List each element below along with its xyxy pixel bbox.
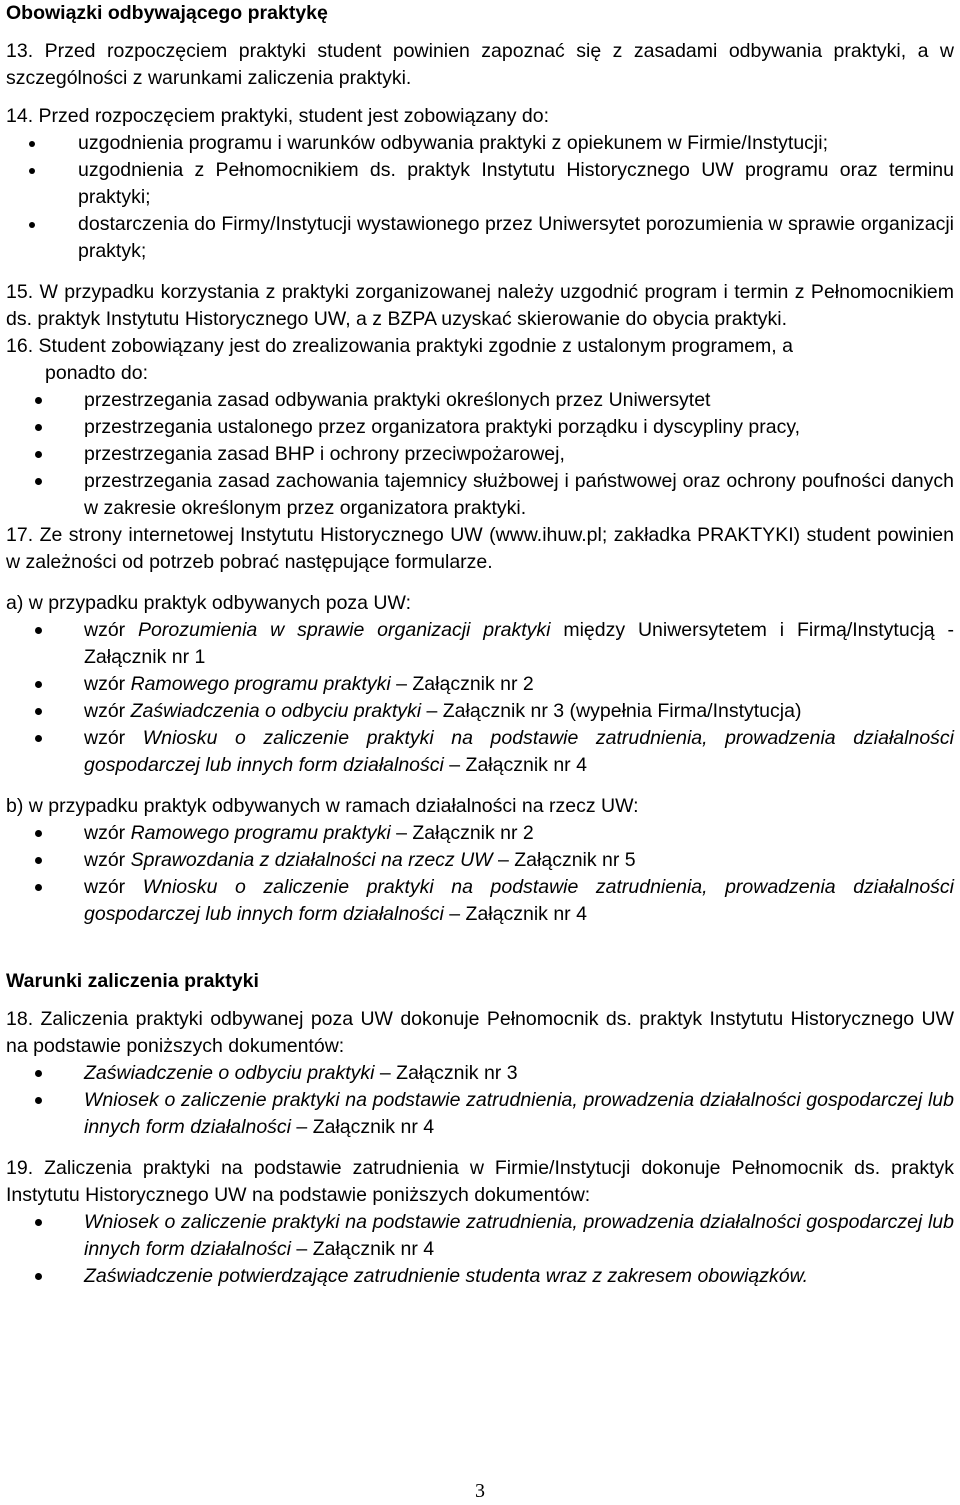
list-b-intro: b) w przypadku praktyk odbywanych w ramach działalności na rzecz UW: xyxy=(6,795,639,817)
paragraph-18: 18. Zaliczenia praktyki odbywanej poza UW dokonuje Pełnomocnik ds. praktyk Instytutu Historycznego UW na podstawie poniższych dokumentów: xyxy=(6,1008,954,1057)
list-a-intro: a) w przypadku praktyk odbywanych poza UW: xyxy=(6,592,411,614)
list-item: wzór Sprawozdania z działalności na rzecz UW – Załącznik nr 5 xyxy=(12,847,954,874)
list-item: wzór Zaświadczenia o odbyciu praktyki – Załącznik nr 3 (wypełnia Firma/Instytucja) xyxy=(12,698,954,725)
section-heading-completion: Warunki zaliczenia praktyki xyxy=(6,970,259,992)
paragraph-13: 13. Przed rozpoczęciem praktyki student powinien zapoznać się z zasadami odbywania praktyki, a w szczególności z warunkami zaliczenia praktyki. xyxy=(6,40,954,89)
list-item: wzór Wniosku o zaliczenie praktyki na podstawie zatrudnienia, prowadzenia działalności gospodarczej lub innych form działalności – Załącznik nr 4 xyxy=(12,874,954,928)
list-item: wzór Ramowego programu praktyki – Załącznik nr 2 xyxy=(12,820,954,847)
list-item: przestrzegania zasad BHP i ochrony przeciwpożarowej, xyxy=(12,441,954,468)
paragraph-17: 17. Ze strony internetowej Instytutu Historycznego UW (www.ihuw.pl; zakładka PRAKTYKI) student powinien w zależności od potrzeb pobrać następujące formularze. xyxy=(6,524,954,573)
list-item: uzgodnienia programu i warunków odbywania praktyki z opiekunem w Firmie/Instytucji; xyxy=(6,130,954,157)
list-b xyxy=(6,820,954,928)
list-item: uzgodnienia z Pełnomocnikiem ds. praktyk Instytutu Historycznego UW programu oraz terminu praktyki; xyxy=(6,157,954,211)
list-item: Zaświadczenie potwierdzające zatrudnienie studenta wraz z zakresem obowiązków. xyxy=(12,1263,954,1290)
list-item: przestrzegania zasad zachowania tajemnicy służbowej i państwowej oraz ochrony poufności danych w zakresie określonym przez organizatora praktyki. xyxy=(12,468,954,522)
paragraph-16: 16. Student zobowiązany jest do zrealizowania praktyki zgodnie z ustalonym programem, a xyxy=(6,335,793,357)
paragraph-19: 19. Zaliczenia praktyki na podstawie zatrudnienia w Firmie/Instytucji dokonuje Pełnomocnik ds. praktyk Instytutu Historycznego UW na podstawie poniższych dokumentów: xyxy=(6,1157,954,1206)
list-a xyxy=(6,617,954,779)
list-item: przestrzegania ustalonego przez organizatora praktyki porządku i dyscypliny pracy, xyxy=(12,414,954,441)
page-number: 3 xyxy=(475,1480,485,1502)
list-item: Wniosek o zaliczenie praktyki na podstawie zatrudnienia, prowadzenia działalności gospodarczej lub innych form działalności – Załącznik nr 4 xyxy=(12,1087,954,1141)
list-16 xyxy=(6,387,954,522)
list-item: przestrzegania zasad odbywania praktyki określonych przez Uniwersytet xyxy=(12,387,954,414)
list-item: wzór Ramowego programu praktyki – Załącznik nr 2 xyxy=(12,671,954,698)
list-19 xyxy=(6,1209,954,1290)
list-item: wzór Wniosku o zaliczenie praktyki na podstawie zatrudnienia, prowadzenia działalności gospodarczej lub innych form działalności – Załącznik nr 4 xyxy=(12,725,954,779)
list-item: wzór Porozumienia w sprawie organizacji praktyki między Uniwersytetem i Firmą/Instytucją - Załącznik nr 1 xyxy=(12,617,954,671)
section-heading-obligations: Obowiązki odbywającego praktykę xyxy=(6,2,328,24)
list-item: Zaświadczenie o odbyciu praktyki – Załącznik nr 3 xyxy=(12,1060,954,1087)
paragraph-16-continuation: ponadto do: xyxy=(45,362,149,384)
paragraph-15: 15. W przypadku korzystania z praktyki zorganizowanej należy uzgodnić program i termin z Pełnomocnikiem ds. praktyk Instytutu Historycznego UW, a z BZPA uzyskać skierowanie do obycia praktyki. xyxy=(6,281,954,330)
list-14 xyxy=(6,130,954,265)
list-item: dostarczenia do Firmy/Instytucji wystawionego przez Uniwersytet porozumienia w sprawie organizacji praktyk; xyxy=(6,211,954,265)
paragraph-14: 14. Przed rozpoczęciem praktyki, student jest zobowiązany do: xyxy=(6,105,550,127)
list-item: Wniosek o zaliczenie praktyki na podstawie zatrudnienia, prowadzenia działalności gospodarczej lub innych form działalności – Załącznik nr 4 xyxy=(12,1209,954,1263)
list-18 xyxy=(6,1060,954,1141)
